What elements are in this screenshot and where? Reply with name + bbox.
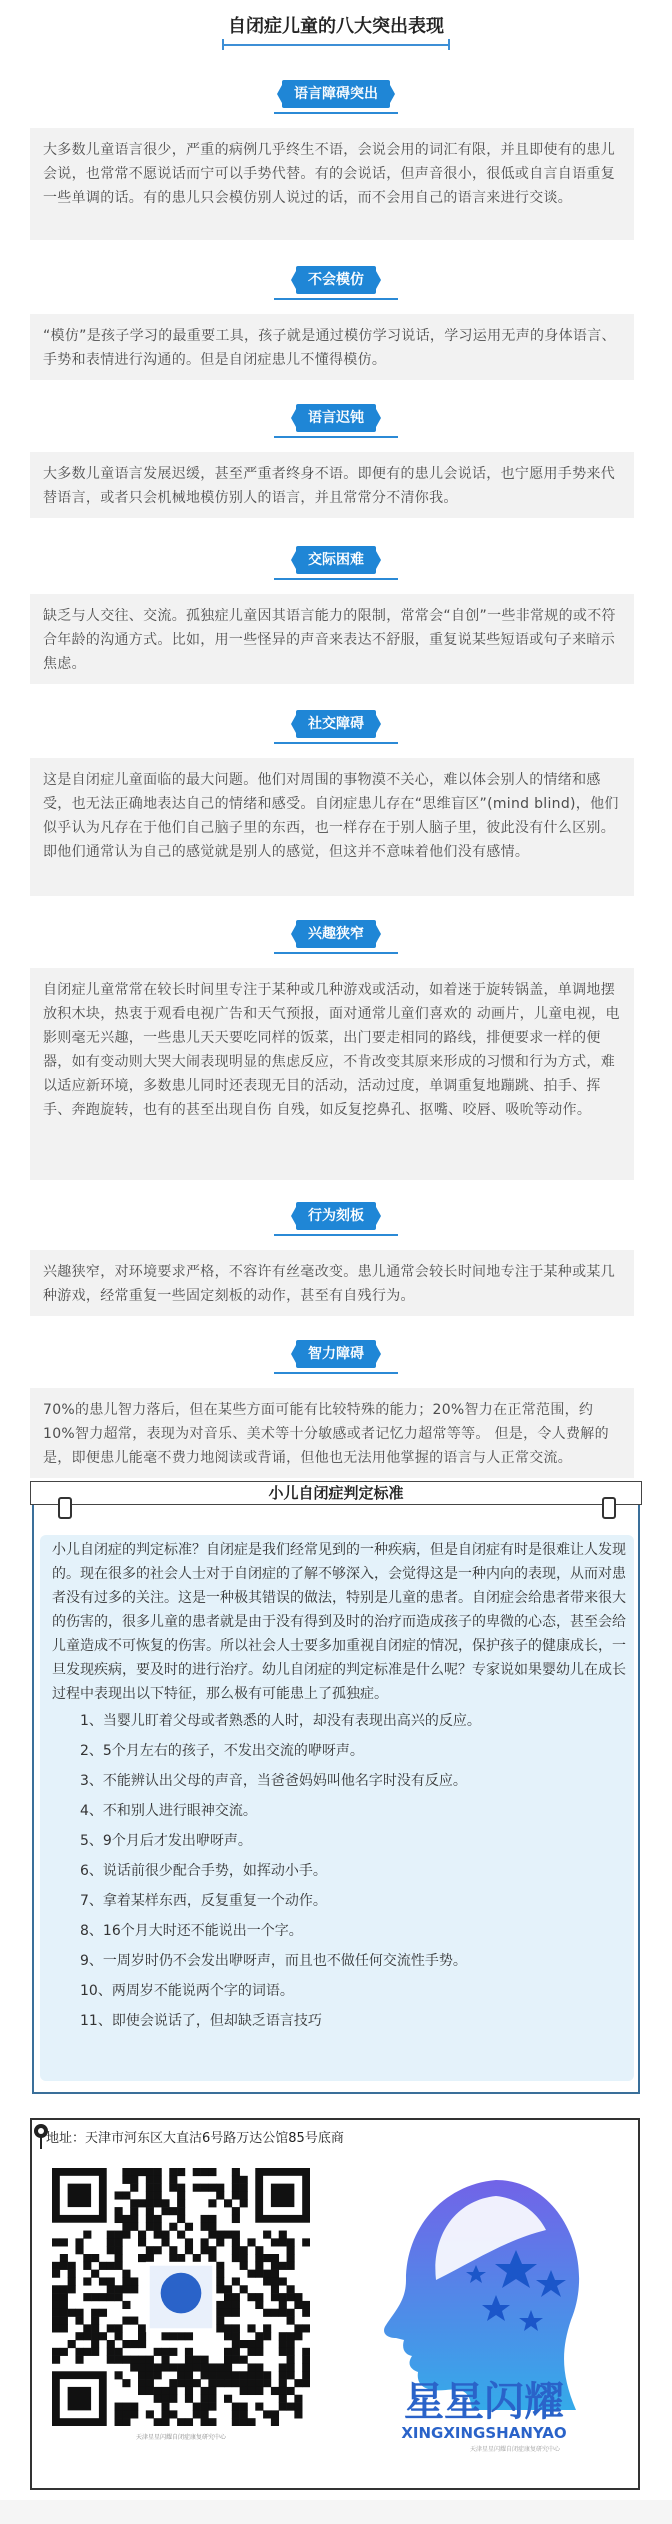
section-body-7: 兴趣狭窄，对环境要求严格，不容许有丝毫改变。患儿通常会较长时间地专注于某种或某几种游戏，经常重复一些固定刻板的动作，甚至有自残行为。 bbox=[30, 1250, 634, 1316]
section-heading-4 bbox=[0, 546, 672, 582]
section-tab-1: 语言障碍突出 bbox=[282, 80, 390, 108]
section-divider bbox=[274, 952, 398, 954]
qr-caption: 天津星星闪耀自闭症康复研究中心 bbox=[135, 2434, 226, 2441]
list-item: 10、两周岁不能说两个字的词语。 bbox=[80, 1983, 294, 1999]
criteria-list bbox=[52, 1706, 626, 2036]
section-heading-7 bbox=[0, 1202, 672, 1238]
page-title-block bbox=[0, 12, 672, 46]
criteria-title: 小儿自闭症判定标准 bbox=[268, 1484, 404, 1502]
brand-logo bbox=[346, 2160, 622, 2450]
list-item: 1、当婴儿盯着父母或者熟悉的人时，却没有表现出高兴的反应。 bbox=[80, 1713, 481, 1729]
section-divider bbox=[274, 436, 398, 438]
section-divider bbox=[274, 578, 398, 580]
section-divider bbox=[274, 1234, 398, 1236]
criteria-header bbox=[30, 1481, 642, 1507]
section-body-2: “模仿”是孩子学习的最重要工具，孩子就是通过模仿学习说话，学习运用无声的身体语言、手势和表情进行沟通的。但是自闭症患儿不懂得模仿。 bbox=[30, 314, 634, 380]
page-title: 自闭症儿童的八大突出表现 bbox=[228, 16, 444, 37]
section-divider bbox=[274, 112, 398, 114]
section-body-8: 70%的患儿智力落后，但在某些方面可能有比较特殊的能力；20%智力在正常范围，约10%智力超常，表现为对音乐、美术等十分敏感或者记忆力超常等等。 但是，令人费解的是，即便患儿能毫不费力地阅读或背诵，但他也无法用他掌握的语言与人正常交流。 bbox=[30, 1388, 634, 1478]
list-item: 9、一周岁时仍不会发出咿呀声，而且也不做任何交流性手势。 bbox=[80, 1953, 467, 1969]
section-heading-2 bbox=[0, 266, 672, 302]
section-heading-6 bbox=[0, 920, 672, 956]
list-item: 11、即使会说话了，但却缺乏语言技巧 bbox=[80, 2013, 322, 2029]
section-heading-8 bbox=[0, 1340, 672, 1376]
list-item: 5、9个月后才发出咿呀声。 bbox=[80, 1833, 252, 1849]
section-tab-3: 语言迟钝 bbox=[296, 404, 376, 432]
section-tab-2: 不会模仿 bbox=[296, 266, 376, 294]
bottom-strip bbox=[0, 2500, 672, 2524]
section-tab-7: 行为刻板 bbox=[296, 1202, 376, 1230]
criteria-content bbox=[52, 1538, 626, 2036]
section-body-3: 大多数儿童语言发展迟缓，甚至严重者终身不语。即便有的患儿会说话，也宁愿用手势来代替语言，或者只会机械地模仿别人的语言，并且常常分不清你我。 bbox=[30, 452, 634, 518]
logo-cn-text: 星星闪耀 bbox=[404, 2379, 564, 2425]
list-item: 2、5个月左右的孩子，不发出交流的咿呀声。 bbox=[80, 1743, 364, 1759]
list-item: 7、拿着某样东西，反复重复一个动作。 bbox=[80, 1893, 327, 1909]
qr-code-icon[interactable] bbox=[52, 2168, 310, 2426]
list-item: 8、16个月大时还不能说出一个字。 bbox=[80, 1923, 303, 1939]
title-underline bbox=[222, 44, 450, 46]
title-tick-right bbox=[448, 39, 450, 50]
logo-caption: 天津星星闪耀自闭症康复研究中心 bbox=[470, 2446, 561, 2453]
criteria-intro: 小儿自闭症的判定标准？自闭症是我们经常见到的一种疾病，但是自闭症有时是很难让人发现的。现在很多的社会人士对于自闭症的了解不够深入，会觉得这是一种内向的表现，从而对患者没有过多的关注。这是一种极其错误的做法，特别是儿童的患者。自闭症会给患者带来很大的伤害的，很多儿童的患者就是由于没有得到及时的治疗而造成孩子的卑微的心态，甚至会给儿童造成不可恢复的伤害。所以社会人士要多加重视自闭症的情况，保护孩子的健康成长，一旦发现疾病，要及时的进行治疗。幼儿自闭症的判定标准是什么呢？专家说如果婴幼儿在成长过程中表现出以下特征，那么极有可能患上了孤独症。 bbox=[52, 1542, 626, 1702]
logo-en-text: XINGXINGSHANYAO bbox=[401, 2424, 567, 2442]
scroll-knob-right-icon bbox=[602, 1497, 616, 1519]
title-tick-left bbox=[222, 39, 224, 50]
section-divider bbox=[274, 1372, 398, 1374]
section-body-4: 缺乏与人交往、交流。孤独症儿童因其语言能力的限制，常常会“自创”一些非常规的或不符合年龄的沟通方式。比如，用一些怪异的声音来表达不舒服，重复说某些短语或句子来暗示焦虑。 bbox=[30, 594, 634, 684]
section-tab-5: 社交障碍 bbox=[296, 710, 376, 738]
scroll-knob-left-icon bbox=[58, 1497, 72, 1519]
section-heading-3 bbox=[0, 404, 672, 440]
section-divider bbox=[274, 298, 398, 300]
list-item: 3、不能辨认出父母的声音，当爸爸妈妈叫他名字时没有反应。 bbox=[80, 1773, 467, 1789]
section-body-6: 自闭症儿童常常在较长时间里专注于某种或几种游戏或活动，如着迷于旋转锅盖，单调地摆放积木块，热衷于观看电视广告和天气预报，面对通常儿童们喜欢的 动画片，儿童电视，电影则毫无兴趣，一些患儿天天要吃同样的饭菜，出门要走相同的路线，排便要求一样的便器，如有变动则大哭大闹表现明显的焦虑反应，不肯改变其原来形成的习惯和行为方式，难以适应新环境，多数患儿同时还表现无目的活动，活动过度，单调重复地蹦跳、拍手、挥手、奔跑旋转，也有的甚至出现自伤 自残，如反复挖鼻孔、抠嘴、咬唇、吸吮等动作。 bbox=[30, 968, 634, 1180]
section-divider bbox=[274, 742, 398, 744]
section-tab-6: 兴趣狭窄 bbox=[296, 920, 376, 948]
section-heading-5 bbox=[0, 710, 672, 746]
section-body-1: 大多数儿童语言很少，严重的病例几乎终生不语，会说会用的词汇有限，并且即使有的患儿会说，也常常不愿说话而宁可以手势代替。有的会说话，但声音很小，很低或自言自语重复一些单调的话。有的患儿只会模仿别人说过的话，而不会用自己的语言来进行交谈。 bbox=[30, 128, 634, 240]
list-item: 4、不和别人进行眼神交流。 bbox=[80, 1803, 257, 1819]
list-item: 6、说话前很少配合手势，如挥动小手。 bbox=[80, 1863, 327, 1879]
section-heading-1 bbox=[0, 80, 672, 116]
section-tab-8: 智力障碍 bbox=[296, 1340, 376, 1368]
section-body-5: 这是自闭症儿童面临的最大问题。他们对周围的事物漠不关心，难以体会别人的情绪和感受，也无法正确地表达自己的情绪和感受。自闭症患儿存在“思维盲区”(mind blind)，他们似乎认为凡存在于他们自己脑子里的东西，也一样存在于别人脑子里，彼此没有什么区别。即他们通常认为自己的感觉就是别人的感觉，但这并不意味着他们没有感情。 bbox=[30, 758, 634, 896]
address-text: 地址：天津市河东区大直沽6号路万达公馆85号底商 bbox=[46, 2131, 344, 2146]
section-tab-4: 交际困难 bbox=[296, 546, 376, 574]
